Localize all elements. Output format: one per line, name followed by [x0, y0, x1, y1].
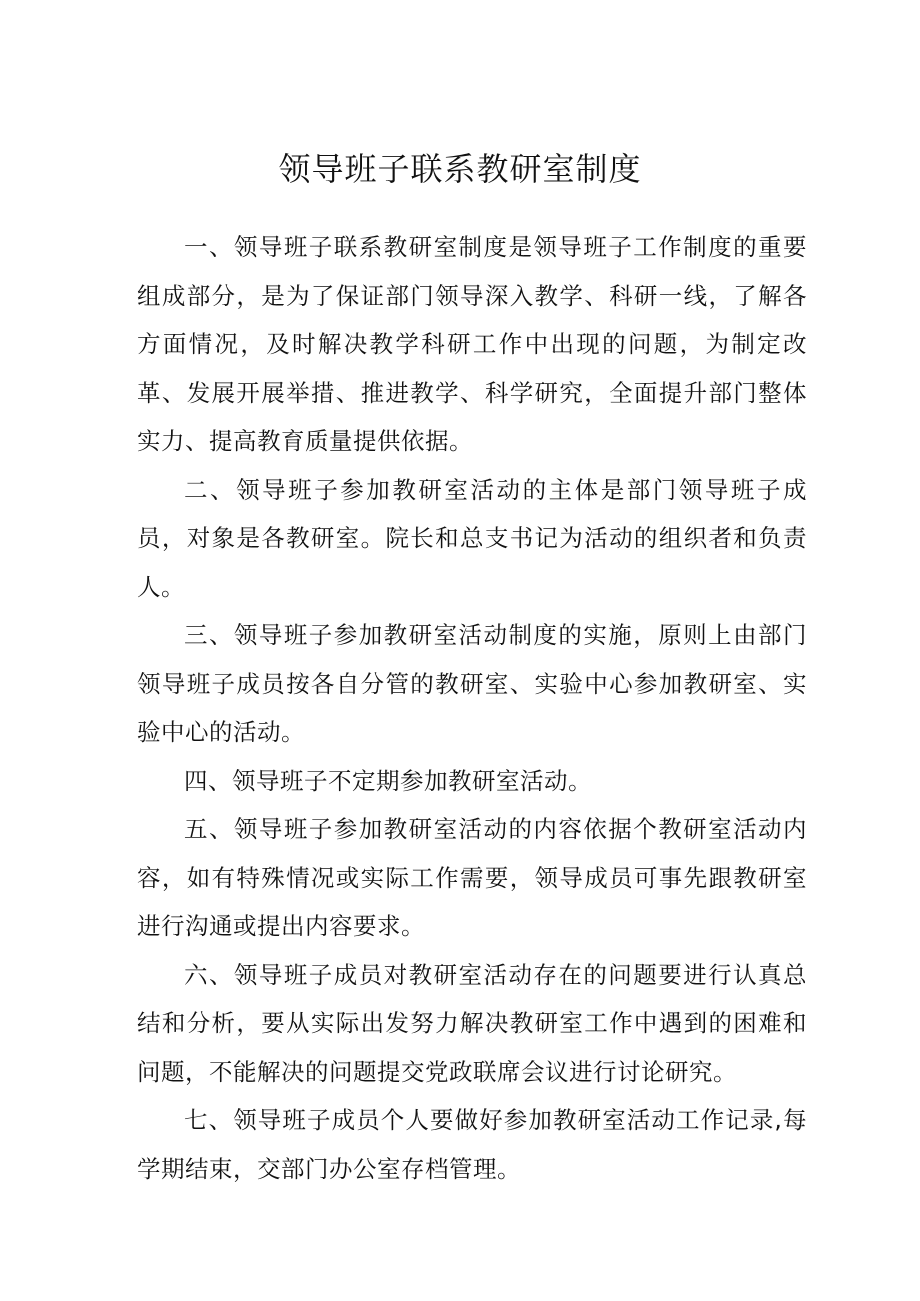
- paragraph-4: 四、领导班子不定期参加教研室活动。: [184, 766, 592, 795]
- document-title: 领导班子联系教研室制度: [278, 150, 642, 188]
- paragraph-1: 一、领导班子联系教研室制度是领导班子工作制度的重要组成部分，是为了保证部门领导深入教学、科研一线，了解各方面情况，及时解决教学科研工作中出现的问题，为制定改革、发展开展举措、推进教学、科学研究，全面提升部门整体实力、提高教育质量提供依据。: [137, 233, 807, 455]
- paragraph-5: 五、领导班子参加教研室活动的内容依据个教研室活动内容，如有特殊情况或实际工作需要，领导成员可事先跟教研室进行沟通或提出内容要求。: [137, 815, 807, 940]
- document-body: [137, 223, 807, 1193]
- paragraph-3: 三、领导班子参加教研室活动制度的实施，原则上由部门领导班子成员按各自分管的教研室、实验中心参加教研室、实验中心的活动。: [137, 621, 807, 746]
- paragraph-6: 六、领导班子成员对教研室活动存在的问题要进行认真总结和分析，要从实际出发努力解决教研室工作中遇到的困难和问题，不能解决的问题提交党政联席会议进行讨论研究。: [137, 960, 807, 1086]
- paragraph-2: 二、领导班子参加教研室活动的主体是部门领导班子成员，对象是各教研室。院长和总支书记为活动的组织者和负责人。: [137, 475, 807, 601]
- paragraph-7: 七、领导班子成员个人要做好参加教研室活动工作记录,每学期结束，交部门办公室存档管理。: [137, 1106, 807, 1183]
